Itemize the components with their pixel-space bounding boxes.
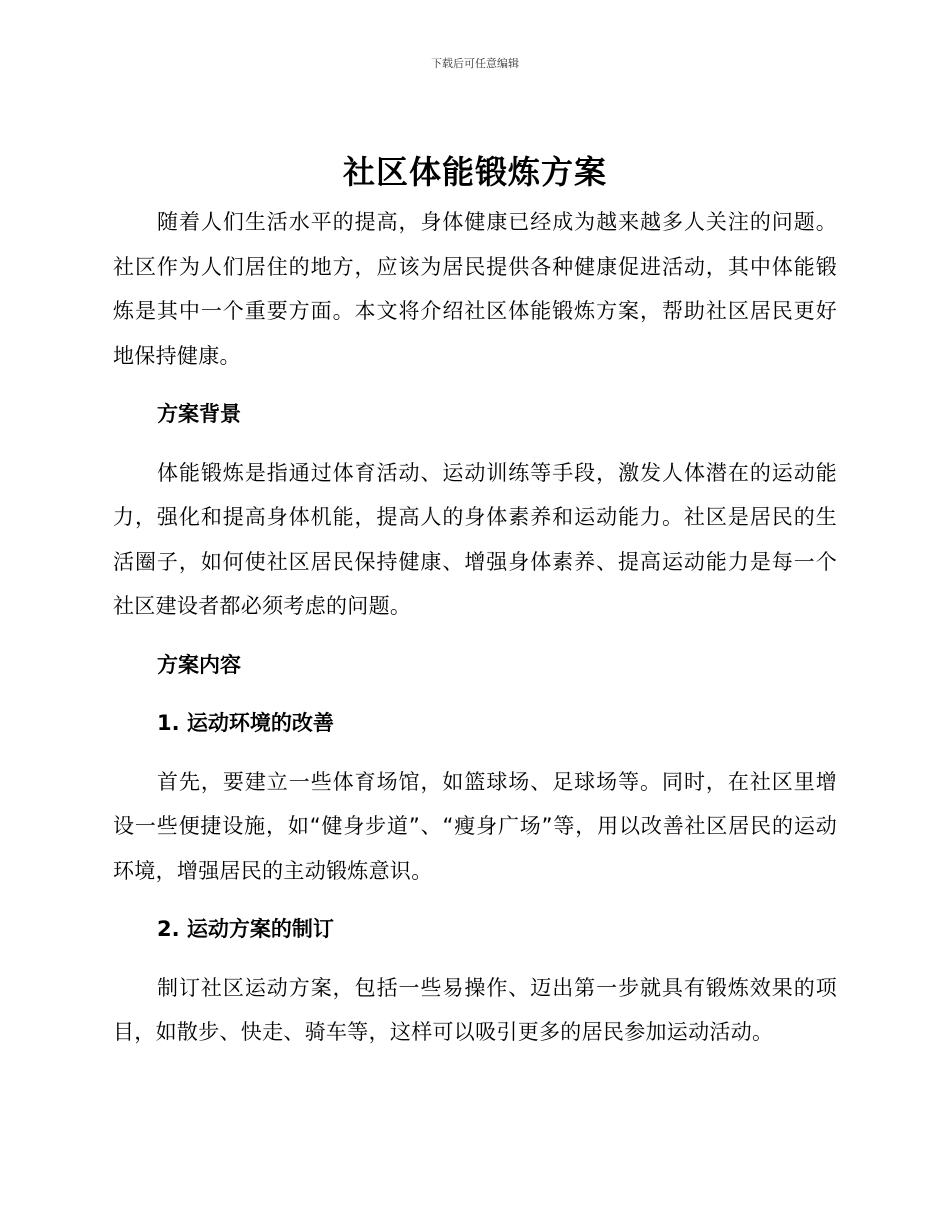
document-body: [113, 200, 837, 1055]
section-heading-background: 方案背景: [157, 402, 241, 426]
spacer: [113, 893, 837, 907]
spacer: [113, 437, 837, 451]
spacer: [113, 952, 837, 966]
spacer: [113, 378, 837, 392]
section-heading-content: 方案内容: [157, 652, 241, 677]
spacer: [113, 746, 837, 760]
spacer: [113, 629, 837, 643]
item2-paragraph: 制订社区运动方案，包括一些易操作、迈出第一步就具有锻炼效果的项目，如散步、快走、骑车等，这样可以吸引更多的居民参加运动活动。: [113, 975, 837, 1044]
background-paragraph: 体能锻炼是指通过体育活动、运动训练等手段，激发人体潜在的运动能力，强化和提高身体机能，提高人的身体素养和运动能力。社区是居民的生活圈子，如何使社区居民保持健康、增强身体素养、提高运动能力是每一个社区建设者都必须考虑的问题。: [113, 460, 837, 618]
header-note: 下载后可任意编辑: [431, 57, 519, 70]
intro-paragraph: 随着人们生活水平的提高，身体健康已经成为越来越多人关注的问题。社区作为人们居住的地方，应该为居民提供各种健康促进活动，其中体能锻炼是其中一个重要方面。本文将介绍社区体能锻炼方案，帮助社区居民更好地保持健康。: [113, 210, 837, 368]
item2-heading: 2. 运动方案的制订: [157, 917, 334, 941]
item1-paragraph: 首先，要建立一些体育场馆，如篮球场、足球场等。同时，在社区里增设一些便捷设施，如“健身步道”、“瘦身广场”等，用以改善社区居民的运动环境，增强居民的主动锻炼意识。: [113, 769, 837, 883]
item1-heading: 1. 运动环境的改善: [157, 711, 334, 735]
page-title: 社区体能锻炼方案: [342, 153, 607, 191]
spacer: [113, 687, 837, 701]
